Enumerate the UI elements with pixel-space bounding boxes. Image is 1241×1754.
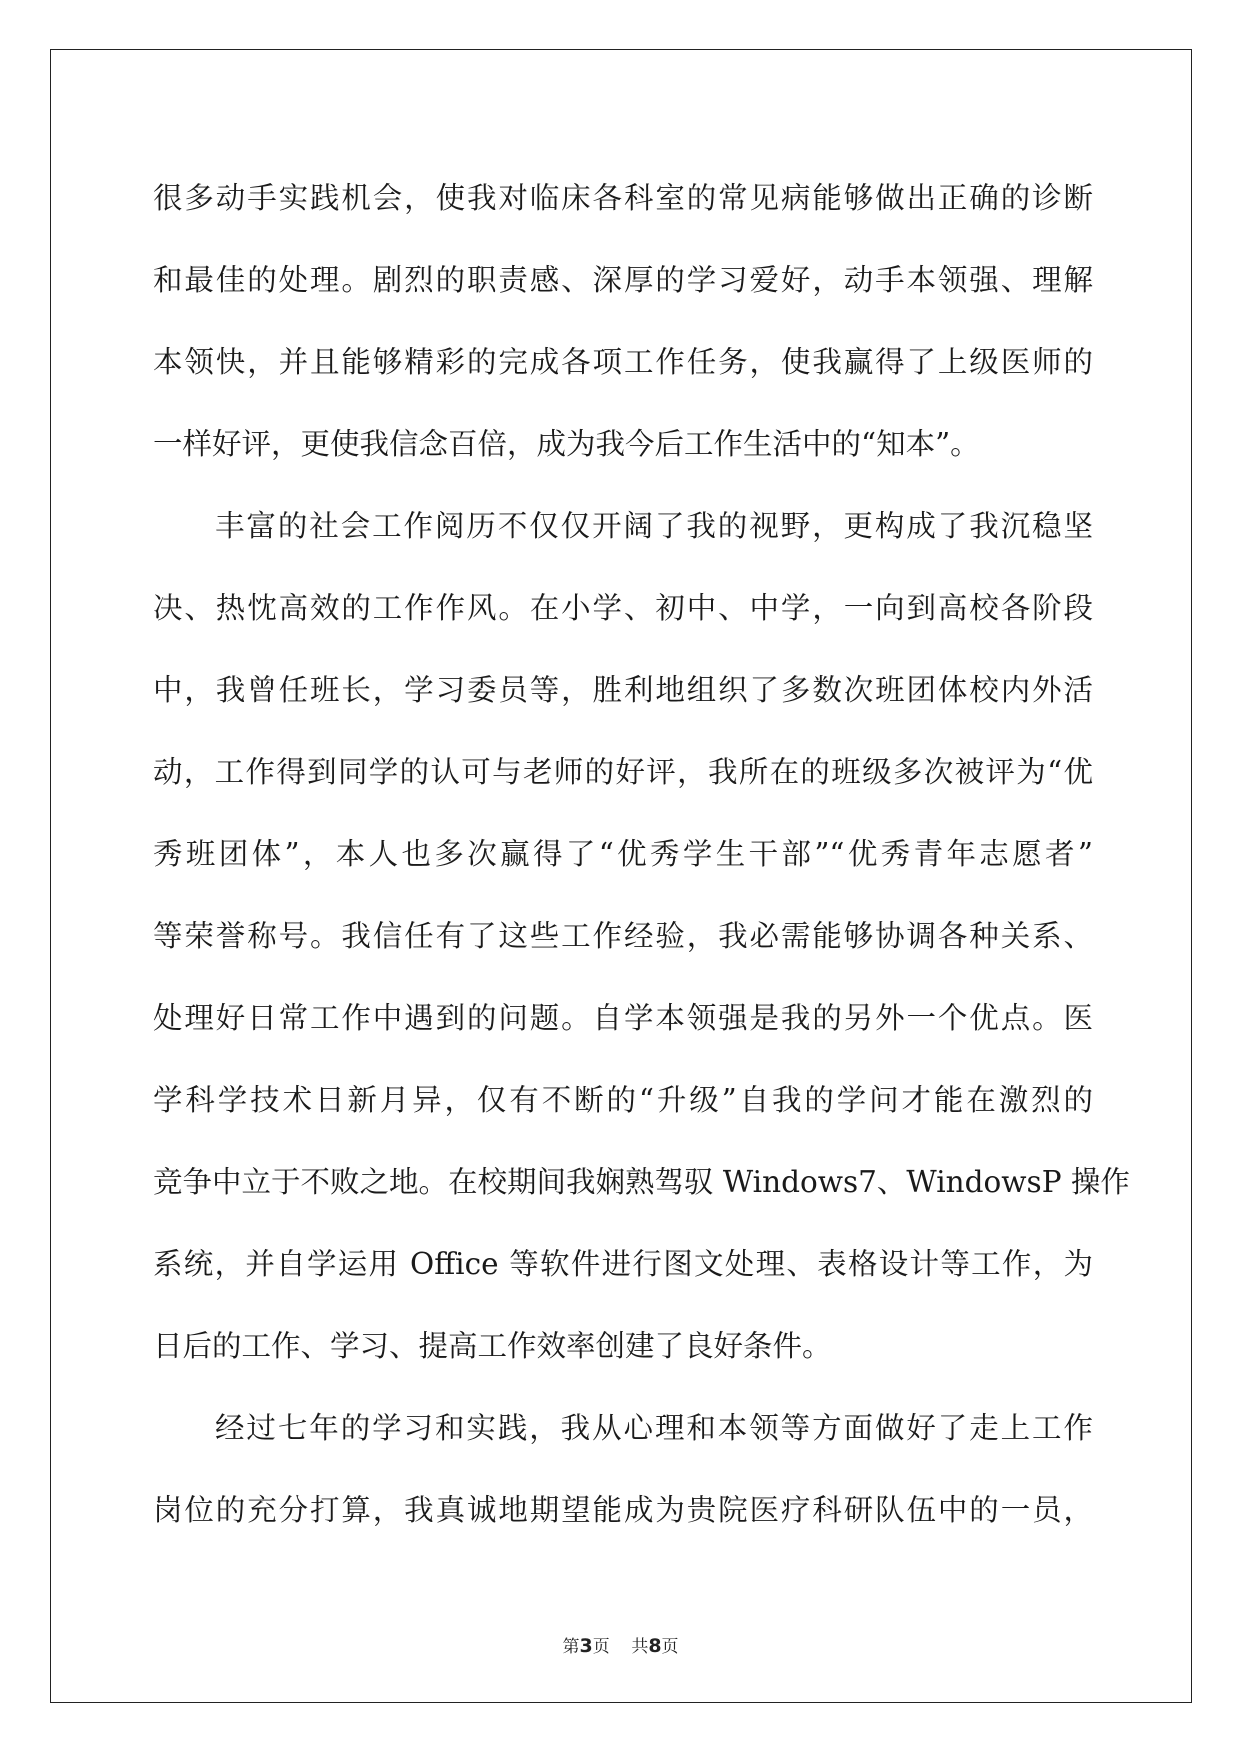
text-line: 竞争中立于不败之地。在校期间我娴熟驾驭 Windows7、WindowsP 操作 bbox=[153, 1165, 1130, 1199]
text-line: 动，工作得到同学的认可与老师的好评，我所在的班级多次被评为“优 bbox=[153, 755, 1093, 789]
text-line: 中，我曾任班长，学习委员等，胜利地组织了多数次班团体校内外活 bbox=[153, 673, 1093, 707]
text-line: 本领快，并且能够精彩的完成各项工作任务，使我赢得了上级医师的 bbox=[153, 345, 1093, 379]
text-line: 决、热忱高效的工作作风。在小学、初中、中学，一向到高校各阶段 bbox=[153, 591, 1093, 625]
text-line: 等荣誉称号。我信任有了这些工作经验，我必需能够协调各种关系、 bbox=[153, 919, 1093, 953]
text-line: 丰富的社会工作阅历不仅仅开阔了我的视野，更构成了我沉稳坚 bbox=[215, 509, 1093, 543]
total-pages: 8 bbox=[648, 1635, 662, 1657]
text-line: 和最佳的处理。剧烈的职责感、深厚的学习爱好，动手本领强、理解 bbox=[153, 263, 1093, 297]
text-line: 经过七年的学习和实践，我从心理和本领等方面做好了走上工作 bbox=[215, 1411, 1093, 1445]
page-footer bbox=[0, 1632, 1241, 1657]
text-line: 处理好日常工作中遇到的问题。自学本领强是我的另外一个优点。医 bbox=[153, 1001, 1093, 1035]
page-suffix: 页 bbox=[592, 1637, 610, 1657]
document-body bbox=[153, 157, 1130, 1551]
total-prefix: 共 bbox=[631, 1637, 649, 1657]
text-line: 日后的工作、学习、提高工作效率创建了良好条件。 bbox=[153, 1329, 832, 1363]
text-line: 系统，并自学运用 Office 等软件进行图文处理、表格设计等工作，为 bbox=[153, 1247, 1093, 1281]
text-line: 秀班团体”，本人也多次赢得了“优秀学生干部”“优秀青年志愿者” bbox=[153, 837, 1093, 871]
text-line: 岗位的充分打算，我真诚地期望能成为贵院医疗科研队伍中的一员， bbox=[153, 1493, 1093, 1527]
total-suffix: 页 bbox=[661, 1637, 679, 1657]
text-line: 很多动手实践机会，使我对临床各科室的常见病能够做出正确的诊断 bbox=[153, 181, 1093, 215]
page-prefix: 第 bbox=[562, 1637, 580, 1657]
text-line: 学科学技术日新月异，仅有不断的“升级”自我的学问才能在激烈的 bbox=[153, 1083, 1093, 1117]
page-number: 3 bbox=[579, 1635, 593, 1657]
text-line: 一样好评，更使我信念百倍，成为我今后工作生活中的“知本”。 bbox=[153, 427, 980, 461]
